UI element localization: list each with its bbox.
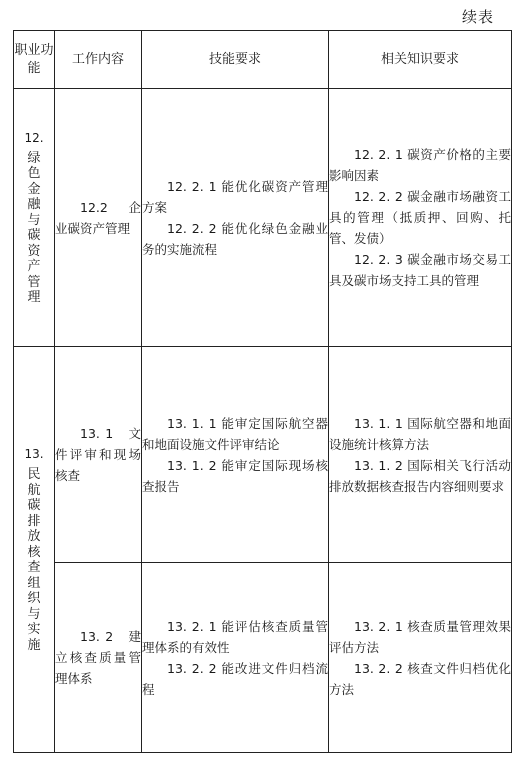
work-content-text: 12.2 企业碳资产管理 — [55, 199, 141, 236]
knowledge-item: 12. 2. 2 碳金融市场融资工具的管理（抵质押、回购、托管、发债） — [329, 189, 511, 246]
knowledge-item: 13. 1. 2 国际相关飞行活动排放数据核查报告内容细则要求 — [329, 457, 511, 494]
continued-label: 续表 — [461, 8, 494, 26]
function-number: 12. — [24, 130, 44, 145]
header-row — [14, 31, 512, 89]
header-content: 工作内容 — [55, 31, 142, 89]
header-knowledge: 相关知识要求 — [329, 31, 512, 89]
function-title: 民航碳排放核查组织与实施 — [27, 467, 41, 653]
occupational-standard-table — [13, 30, 512, 753]
skill-item: 13. 1. 2 能审定国际现场核查报告 — [142, 457, 328, 494]
skills-cell — [142, 89, 329, 347]
work-content-cell — [55, 563, 142, 753]
knowledge-cell — [329, 89, 512, 347]
function-cell-12 — [14, 89, 55, 347]
skill-item: 13. 2. 1 能评估核查质量管理体系的有效性 — [142, 618, 328, 655]
knowledge-item: 12. 2. 1 碳资产价格的主要影响因素 — [329, 147, 511, 183]
table-row — [14, 347, 512, 563]
header-skills: 技能要求 — [142, 31, 329, 89]
knowledge-cell — [329, 347, 512, 563]
function-title: 绿色金融与碳资产管理 — [27, 150, 41, 306]
knowledge-item: 12. 2. 3 碳金融市场交易工具及碳市场支持工具的管理 — [329, 252, 511, 288]
knowledge-item: 13. 2. 2 核查文件归档优化方法 — [329, 660, 511, 697]
work-content-text: 13. 1 文件评审和现场核查 — [55, 426, 141, 483]
table-row — [14, 89, 512, 347]
function-number: 13. — [24, 447, 44, 462]
work-content-cell — [55, 89, 142, 347]
function-cell-13 — [14, 347, 55, 753]
skills-cell — [142, 563, 329, 753]
work-content-cell — [55, 347, 142, 563]
table-row — [14, 563, 512, 753]
header-function: 职业功能 — [14, 31, 55, 89]
skills-cell — [142, 347, 329, 563]
knowledge-cell — [329, 563, 512, 753]
skill-item: 13. 2. 2 能改进文件归档流程 — [142, 660, 328, 697]
knowledge-item: 13. 2. 1 核查质量管理效果评估方法 — [329, 618, 511, 655]
knowledge-item: 13. 1. 1 国际航空器和地面设施统计核算方法 — [329, 415, 511, 452]
skill-item: 12. 2. 2 能优化绿色金融业务的实施流程 — [142, 220, 328, 257]
skill-item: 13. 1. 1 能审定国际航空器和地面设施文件评审结论 — [142, 415, 328, 452]
skill-item: 12. 2. 1 能优化碳资产管理方案 — [142, 178, 328, 215]
work-content-text: 13. 2 建立核查质量管理体系 — [55, 629, 141, 686]
